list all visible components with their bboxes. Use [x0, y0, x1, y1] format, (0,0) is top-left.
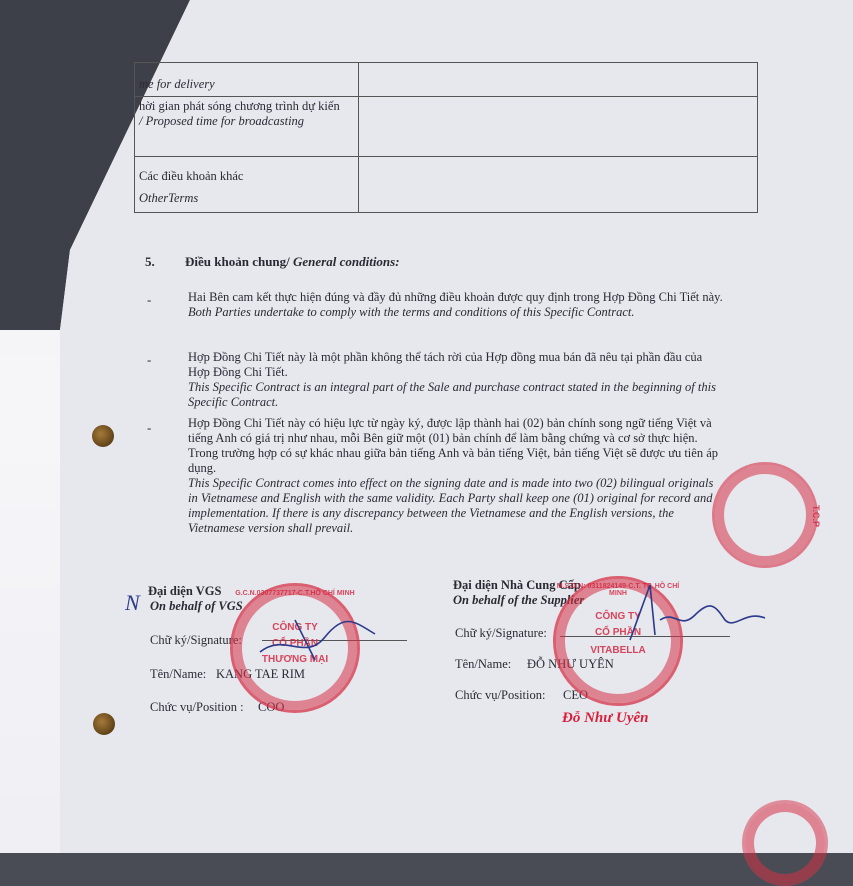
right-name-label: Tên/Name: [455, 657, 512, 671]
clause-en: This Specific Contract comes into effect on the signing date and is made into two (02) bilingual originals in Vietnamese and English with the same validity. Each Party shall keep one (01) original for record and implementation. If there is any discrepancy between the Vietnamese and the English versions, the Vietnamese version shall prevail. [188, 476, 714, 535]
right-party-title-vn: Đại diện Nhà Cung Cấp [453, 578, 581, 592]
left-name-value: KANG TAE RIM [216, 667, 306, 681]
bullet-mark: - [147, 420, 152, 435]
contract-table [134, 62, 758, 213]
table-cell-empty [359, 63, 758, 97]
row-label-vn: Các điều khoản khác [139, 169, 244, 183]
left-party-title-vn: Đại diện VGS [148, 584, 222, 598]
left-position-label: Chức vụ/Position : [150, 700, 244, 714]
red-name-signature: Đỗ Như Uyên [562, 710, 649, 726]
table-cell-empty [359, 157, 758, 213]
clause-3 [188, 416, 723, 536]
right-stamp-ring-text: M.S.D.N: 0311824149-C.T. TP. HỒ CHÍ MINH [556, 583, 680, 597]
section-number: 5. [145, 254, 155, 269]
left-name-label: Tên/Name: [150, 667, 207, 681]
section-heading [145, 254, 400, 270]
table-row [135, 63, 758, 97]
left-stamp-line-3: THƯƠNG MẠI [261, 654, 329, 665]
binder-hole-top [92, 425, 114, 447]
edge-stamp-text: T.C.P [811, 505, 821, 528]
left-stamp-line-2: CỔ PHẦN [271, 638, 319, 649]
right-stamp-line-3: VITABELLA [590, 645, 646, 656]
right-name-value: ĐỖ NHƯ UYÊN [527, 657, 614, 671]
clause-en: This Specific Contract is an integral part of the Sale and purchase contract stated in the beginning of this Specific Contract. [188, 380, 716, 409]
clause-vn: Hợp Đồng Chi Tiết này là một phần không thể tách rời của Hợp đồng mua bán đã nêu tại phần đầu của Hợp Đồng Chi Tiết. [188, 350, 703, 379]
left-stamp-line-1: CÔNG TY [272, 622, 318, 633]
table-row [135, 97, 758, 157]
table-cell [135, 63, 359, 97]
left-party-title-en: On behalf of VGS [150, 599, 243, 613]
clause-en: Both Parties undertake to comply with the terms and conditions of this Specific Contract. [188, 305, 635, 319]
row-label-en: me for delivery [139, 77, 215, 91]
bullet-mark: - [147, 292, 152, 307]
table-cell [135, 97, 359, 157]
section-title-en: General conditions: [293, 254, 400, 269]
row-label-vn: hời gian phát sóng chương trình dự kiến [139, 99, 340, 113]
left-position-value: COO [258, 700, 285, 714]
edge-stamp [712, 462, 821, 568]
clause-2 [188, 350, 723, 410]
row-label-en: OtherTerms [139, 191, 199, 205]
left-signature-label: Chữ ký/Signature: [150, 633, 242, 647]
table-row [135, 157, 758, 213]
table-cell-empty [359, 97, 758, 157]
bullet-mark: - [147, 352, 152, 367]
clause-vn: Hợp Đồng Chi Tiết này có hiệu lực từ ngày ký, được lập thành hai (02) bản chính song ngữ tiếng Việt và tiếng Anh có giá trị như nhau, mỗi Bên giữ một (01) bản chính để làm bằng chứng và cơ sở thực hiện. Trong trường hợp có sự khác nhau giữa bản tiếng Anh và bản tiếng Việt, bản tiếng Việt sẽ được ưu tiên áp dụng. [188, 416, 719, 475]
section-title-vn: Điều khoản chung/ [185, 254, 290, 269]
right-signature-label: Chữ ký/Signature: [455, 626, 547, 640]
clause-1 [188, 290, 723, 320]
right-stamp-line-2: CỔ PHẦN [594, 627, 642, 638]
right-handwritten-signature [620, 580, 770, 650]
row-label-en: / Proposed time for broadcasting [139, 114, 305, 128]
edge-stamp-bottom [742, 800, 828, 886]
binder-hole-bottom [93, 713, 115, 735]
right-party-title-en: On behalf of the Supplier [453, 593, 585, 607]
left-stamp-ring-text: G.C.N.0307737717-C.T.HỒ CHÍ MINH [235, 590, 355, 597]
right-stamp-line-1: CÔNG TY [595, 611, 641, 622]
table-cell [135, 157, 359, 213]
left-handwriting-mark: N [125, 590, 140, 615]
right-position-label: Chức vụ/Position: [455, 688, 546, 702]
right-position-value: CEO [563, 688, 588, 702]
clause-vn: Hai Bên cam kết thực hiện đúng và đầy đủ những điều khoản được quy định trong Hợp Đồng Chi Tiết này. [188, 290, 723, 304]
left-handwritten-signature [255, 612, 395, 672]
